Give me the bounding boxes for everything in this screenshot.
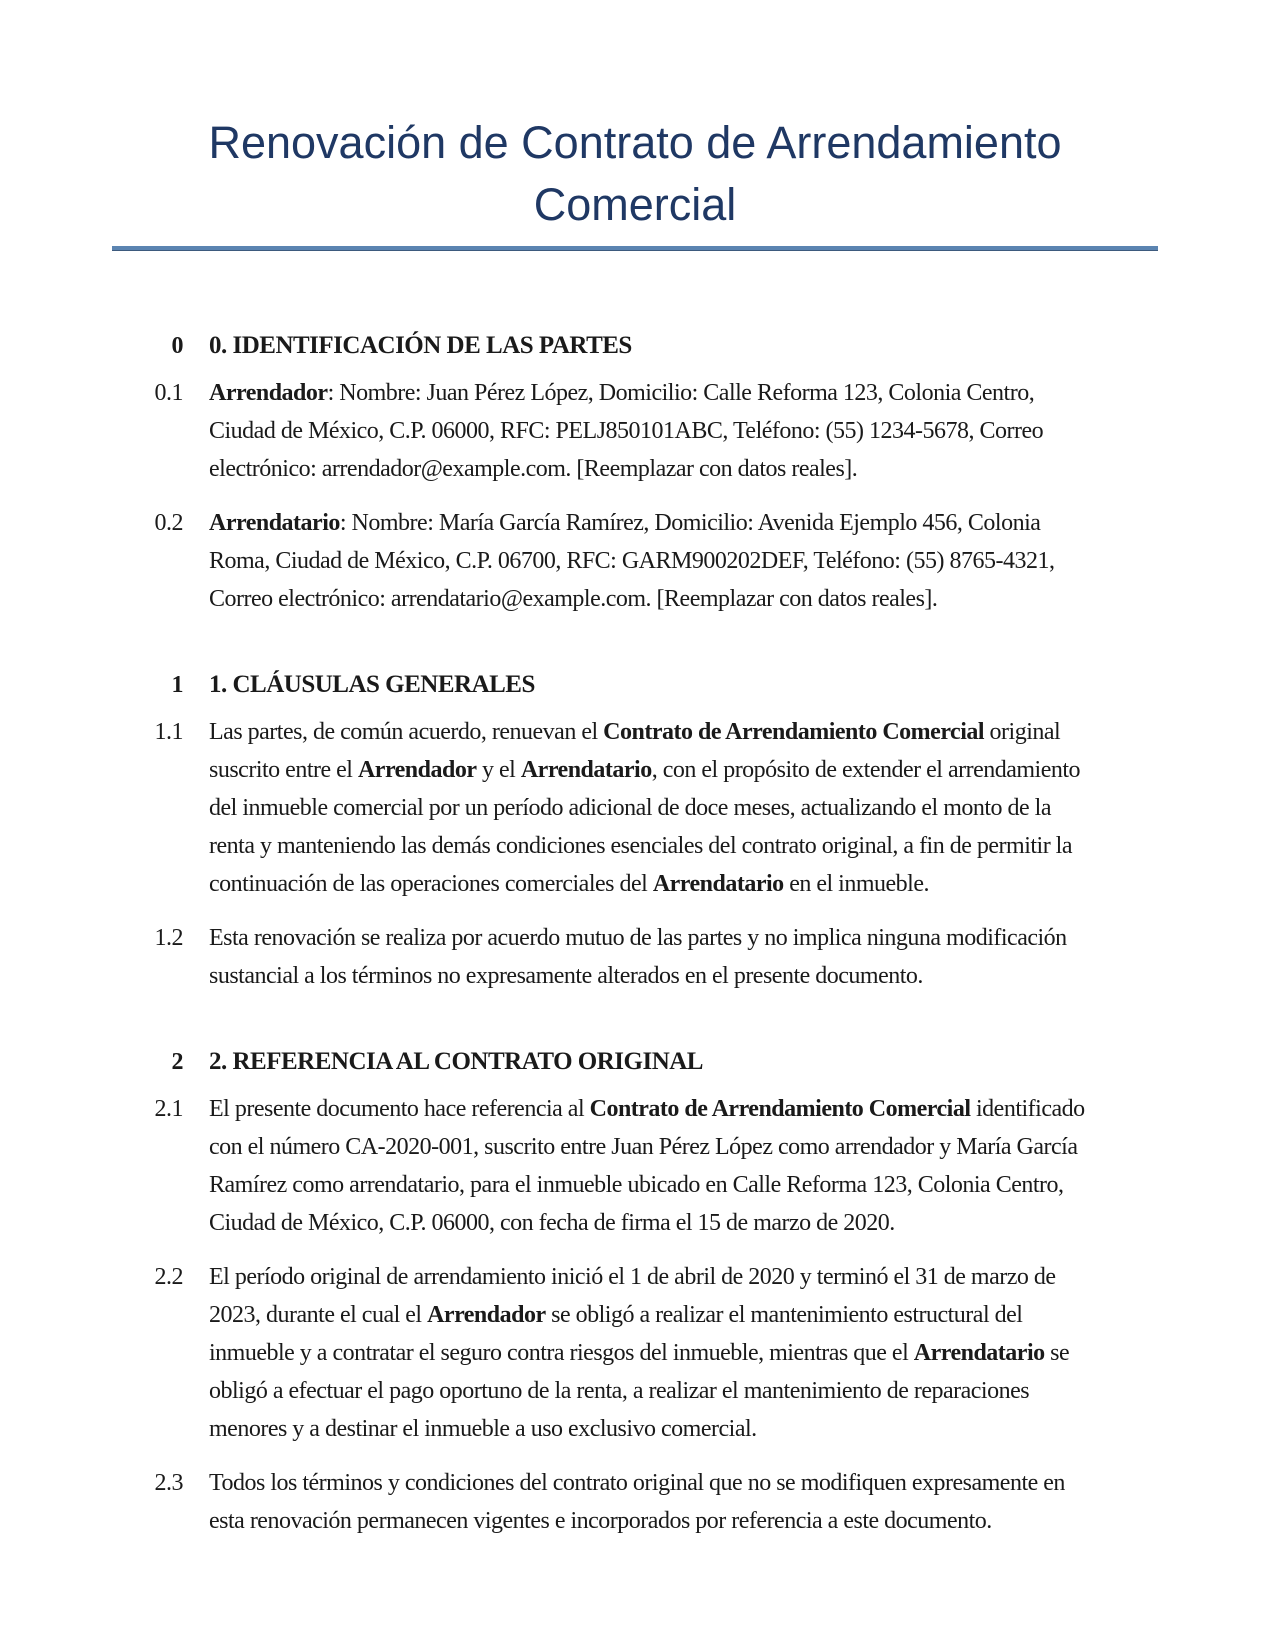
text-run: Las partes, de común acuerdo, renuevan el [209, 719, 604, 745]
text-run: : Nombre: María García Ramírez, Domicilio: Avenida Ejemplo 456, Colonia Roma, Ciudad de México, C.P. 06700, RFC: GARM900202DEF, Teléfono: (55) 8765-4321, Correo electrónico: arrendatario@example.com. [Reemplazar con datos reales]. [209, 510, 1055, 612]
clause-row [95, 374, 1175, 488]
section-number: 2 [171, 1049, 183, 1075]
section-heading: 2. REFERENCIA AL CONTRATO ORIGINAL [209, 1048, 703, 1075]
text-run: se obligó a efectuar el pago oportuno de la renta, a realizar el mantenimiento de reparaciones menores y a destinar el inmueble a uso exclusivo comercial. [209, 1340, 1070, 1442]
clause-number: 1.1 [154, 719, 183, 745]
clause-row [95, 713, 1175, 903]
clause-text [209, 1464, 1085, 1540]
text-run: , con el propósito de extender el arrendamiento del inmueble comercial por un período adicional de doce meses, actualizando el monto de la renta y manteniendo las demás condiciones esenciales del contrato original, a fin de permitir la continuación de las operaciones comerciales del [209, 757, 1081, 897]
text-run: El presente documento hace referencia al [209, 1096, 590, 1122]
text-run: se obligó a realizar el mantenimiento estructural del inmueble y a contratar el seguro contra riesgos del inmueble, mientras que el [209, 1302, 1023, 1366]
clause-number: 0.1 [154, 380, 183, 406]
clause-row [95, 1090, 1175, 1242]
title-underline-rule [112, 246, 1158, 251]
clause-number: 0.2 [154, 510, 183, 536]
section-heading-row [95, 666, 1175, 704]
bold-run: Arrendatario [652, 871, 784, 897]
document-body [95, 327, 1175, 1540]
bold-run: Arrendador [209, 380, 328, 406]
bold-run: Arrendador [427, 1302, 546, 1328]
clause-text [209, 713, 1085, 903]
clause-number: 1.2 [154, 925, 183, 951]
text-run: : Nombre: Juan Pérez López, Domicilio: Calle Reforma 123, Colonia Centro, Ciudad de México, C.P. 06000, RFC: PELJ850101ABC, Teléfono: (55) 1234-5678, Correo electrónico: arrendador@example.com. [Reemplazar con datos reales]. [209, 380, 1044, 482]
text-run: El período original de arrendamiento inició el 1 de abril de 2020 y terminó el 31 de marzo de 2023, durante el cual el [209, 1264, 1056, 1328]
clause-number: 2.3 [154, 1470, 183, 1496]
document-title: Renovación de Contrato de Arrendamiento Comercial [208, 117, 1062, 230]
text-run: en el inmueble. [783, 871, 929, 897]
bold-run: Arrendatario [520, 757, 652, 783]
bold-run: Contrato de Arrendamiento Comercial [603, 719, 985, 745]
section-heading: 1. CLÁUSULAS GENERALES [209, 671, 535, 698]
section-heading-row [95, 1043, 1175, 1081]
clause-number: 2.2 [154, 1264, 183, 1290]
clause-number: 2.1 [154, 1096, 183, 1122]
section-number: 0 [171, 333, 183, 359]
clause-text [209, 1258, 1085, 1448]
section-heading: 0. IDENTIFICACIÓN DE LAS PARTES [209, 332, 632, 359]
text-run: identificado con el número CA-2020-001, suscrito entre Juan Pérez López como arrendador y María García Ramírez como arrendatario, para el inmueble ubicado en Calle Reforma 123, Colonia Centro, Ciudad de México, C.P. 06000, con fecha de firma el 15 de marzo de 2020. [209, 1096, 1085, 1236]
bold-run: Contrato de Arrendamiento Comercial [589, 1096, 971, 1122]
clause-text [209, 374, 1085, 488]
section-heading-row [95, 327, 1175, 365]
text-run: y el [476, 757, 521, 783]
clause-text [209, 504, 1085, 618]
clause-row [95, 1258, 1175, 1448]
text-run: Todos los términos y condiciones del contrato original que no se modifiquen expresamente en esta renovación permanecen vigentes e incorporados por referencia a este documento. [209, 1470, 1065, 1534]
clause-text [209, 919, 1085, 995]
clause-row [95, 1464, 1175, 1540]
bold-run: Arrendador [357, 757, 477, 783]
text-run: original suscrito entre el [209, 719, 1061, 783]
clause-row [95, 919, 1175, 995]
bold-run: Arrendatario [913, 1340, 1045, 1366]
bold-run: Arrendatario [209, 510, 340, 536]
section-number: 1 [171, 672, 183, 698]
text-run: Esta renovación se realiza por acuerdo mutuo de las partes y no implica ninguna modificación sustancial a los términos no expresamente alterados en el presente documento. [209, 925, 1067, 989]
clause-text [209, 1090, 1085, 1242]
clause-row [95, 504, 1175, 618]
